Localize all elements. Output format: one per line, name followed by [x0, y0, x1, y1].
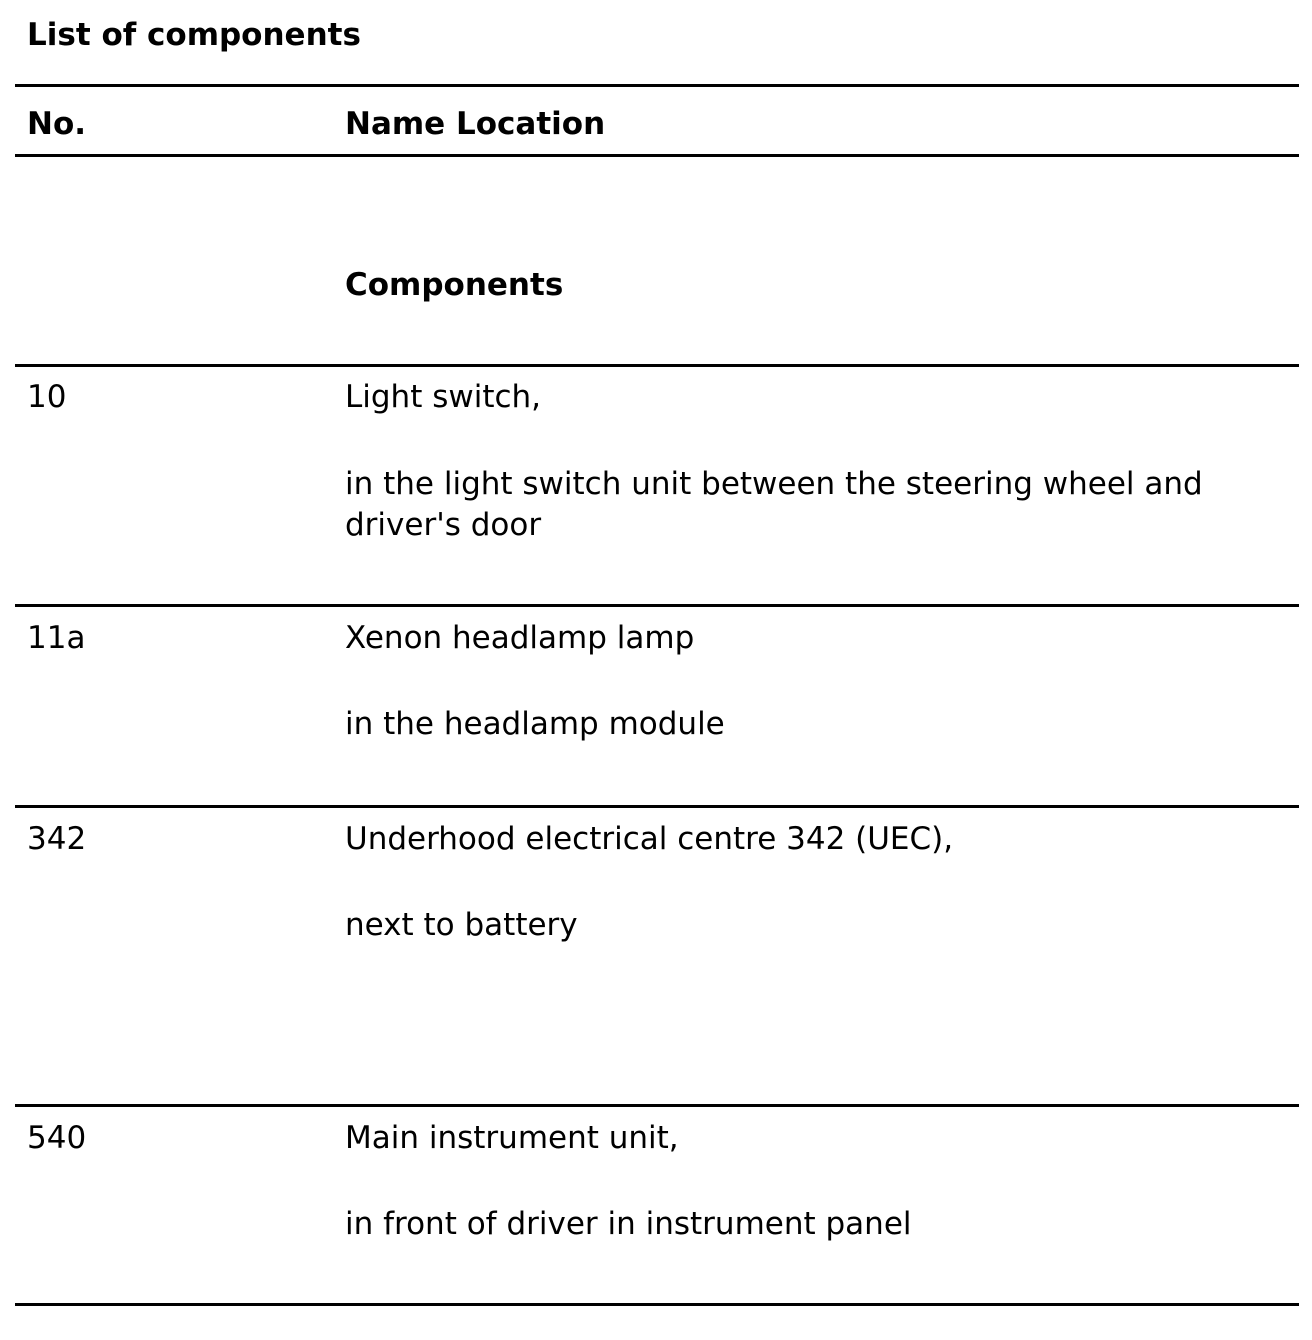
component-name: Main instrument unit,: [345, 1120, 679, 1156]
page-title: List of components: [27, 17, 361, 53]
component-name: Light switch,: [345, 379, 542, 415]
row-divider: [15, 604, 1299, 607]
header-bottom-rule: [15, 154, 1299, 157]
table-top-rule: [15, 84, 1299, 87]
component-number: 10: [27, 379, 67, 415]
component-number: 540: [27, 1120, 87, 1156]
table-bottom-rule: [15, 1303, 1299, 1306]
component-number: 342: [27, 821, 87, 857]
component-number: 11a: [27, 620, 86, 656]
section-label: Components: [345, 267, 564, 303]
component-name: Xenon headlamp lamp: [345, 620, 695, 656]
row-divider: [15, 1104, 1299, 1107]
row-divider: [15, 805, 1299, 808]
component-location: in front of driver in instrument panel: [345, 1206, 912, 1242]
row-divider: [15, 364, 1299, 367]
component-location: next to battery: [345, 907, 578, 943]
column-header-no: No.: [27, 106, 87, 142]
component-location: in the light switch unit between the steering wheel and driver's door: [345, 466, 1203, 543]
component-name: Underhood electrical centre 342 (UEC),: [345, 821, 954, 857]
column-header-name-location: Name Location: [345, 106, 606, 142]
component-location: in the headlamp module: [345, 706, 725, 742]
